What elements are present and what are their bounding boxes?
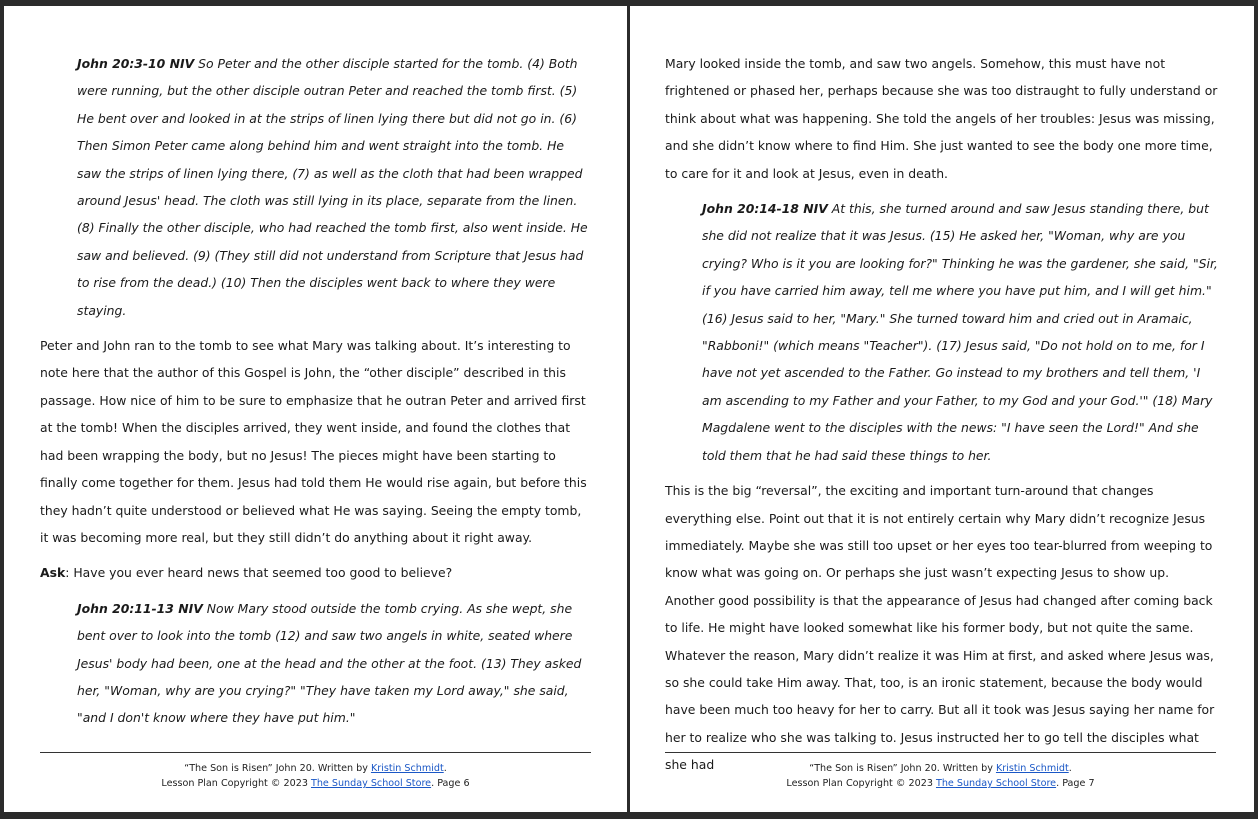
scripture-quote-john-20-14-18	[702, 195, 1221, 469]
copyright-text: Lesson Plan Copyright © 2023	[161, 778, 311, 789]
scripture-reference: John 20:14-18 NIV	[702, 201, 828, 217]
ask-label: Ask	[40, 565, 66, 581]
body-paragraph: Peter and John ran to the tomb to see what Mary was talking about. It’s interesting to note here that the author of this Gospel is John, the “other disciple” described in this passage. How nice of him to be sure to emphasize that he outran Peter and arrived first at the tomb! When the disciples arrived, they went inside, and found the clothes that had been wrapping the body, but no Jesus! The pieces might have been starting to finally come together for them. Jesus had told them He would rise again, but before this they hadn’t quite understood or believed what He was saying. Seeing the empty tomb, it was becoming more real, but they still didn’t do anything about it right away.	[40, 338, 587, 545]
document-page-6	[4, 6, 627, 812]
copyright-text: Lesson Plan Copyright © 2023	[786, 778, 936, 789]
page-6-body	[40, 50, 592, 740]
page-footer	[40, 761, 591, 791]
scripture-text: Now Mary stood outside the tomb crying. As she wept, she bent over to look into the tomb (12) and saw two angels in white, seated where Jesus' body had been, one at the head and the other at the foot. (13) They asked her, "Woman, why are you crying?" "They have taken my Lord away," she said, "and I don't know where they have put him."	[77, 600, 582, 726]
footer-line-2	[665, 776, 1216, 791]
footer-line-2	[40, 776, 591, 791]
page-7-body	[665, 50, 1221, 787]
store-link[interactable]: The Sunday School Store	[310, 778, 432, 789]
scripture-text: At this, she turned around and saw Jesus standing there, but she did not realize that it was Jesus. (15) He asked her, "Woman, why are you crying? Who is it you are looking for?" Thinking he was the gardener, she said, "Sir, if you have carried him away, tell me where you have put him, and I will get him." (16) Jesus said to her, "Mary." She turned toward him and cried out in Aramaic, "Rabboni!" (which means "Teacher"). (17) Jesus said, "Do not hold on to me, for I have not yet ascended to the Father. Go instead to my brothers and tell them, 'I am ascending to my Father and your Father, to my God and your God.'" (18) Mary Magdalene went to the disciples with the news: "I have seen the Lord!" And she told them that he had said these things to her.	[702, 201, 1218, 463]
scripture-reference: John 20:3-10 NIV	[77, 56, 195, 71]
page-footer	[665, 761, 1216, 791]
author-link[interactable]: Kristin Schmidt	[370, 763, 444, 774]
footer-line-1	[665, 761, 1216, 776]
body-paragraph: This is the big “reversal”, the exciting and important turn-around that changes everything else. Point out that it is not entirely certain why Mary didn’t recognize Jesus immediately. Maybe she was still too upset or her eyes too tear-blurred from weeping to know what was going on. Or perhaps she just wasn’t expecting Jesus to show up. Another good possibility is that the appearance of Jesus had changed after coming back to life. He might have looked somewhat like his former body, but not quite the same. Whatever the reason, Mary didn’t realize it was Him at first, and asked where Jesus was, so she could take Him away. That, too, is an ironic statement, because the body would have been much too heavy for her to carry. But all it took was Jesus saying her name for her to realize who she was talking to. Jesus instructed her to go tell the disciples what she had	[665, 483, 1215, 773]
scripture-text: So Peter and the other disciple started for the tomb. (4) Both were running, but the other disciple outran Peter and reached the tomb first. (5) He bent over and looked in at the strips of linen lying there but did not go in. (6) Then Simon Peter came along behind him and went straight into the tomb. He saw the strips of linen lying there, (7) as well as the cloth that had been wrapped around Jesus' head. The cloth was still lying in its place, separate from the linen. (8) Finally the other disciple, who had reached the tomb first, also went inside. He saw and believed. (9) (They still did not understand from Scripture that Jesus had to rise from the dead.) (10) Then the disciples went back to where they were staying.	[77, 56, 588, 318]
footer-divider	[665, 752, 1216, 753]
scripture-quote-john-20-3-10	[77, 50, 592, 324]
page-number: . Page 7	[1056, 778, 1095, 789]
ask-question	[40, 559, 592, 586]
footer-divider	[40, 752, 591, 753]
footer-title-text: “The Son is Risen” John 20. Written by	[809, 763, 996, 774]
scripture-quote-john-20-11-13	[77, 595, 592, 732]
footer-period: .	[1068, 763, 1072, 774]
page-number: . Page 6	[431, 778, 470, 789]
store-link[interactable]: The Sunday School Store	[935, 778, 1057, 789]
body-paragraph: Mary looked inside the tomb, and saw two angels. Somehow, this must have not frightened or phased her, perhaps because she was too distraught to fully understand or think about what was happening. She told the angels of her troubles: Jesus was missing, and she didn’t know where to find Him. She just wanted to see the body one more time, to care for it and look at Jesus, even in death.	[665, 56, 1218, 181]
author-link[interactable]: Kristin Schmidt	[995, 763, 1069, 774]
footer-period: .	[443, 763, 447, 774]
footer-line-1	[40, 761, 591, 776]
footer-title-text: “The Son is Risen” John 20. Written by	[184, 763, 371, 774]
scripture-reference: John 20:11-13 NIV	[77, 600, 203, 616]
document-page-7	[630, 6, 1254, 812]
ask-text: : Have you ever heard news that seemed too good to believe?	[65, 565, 453, 581]
